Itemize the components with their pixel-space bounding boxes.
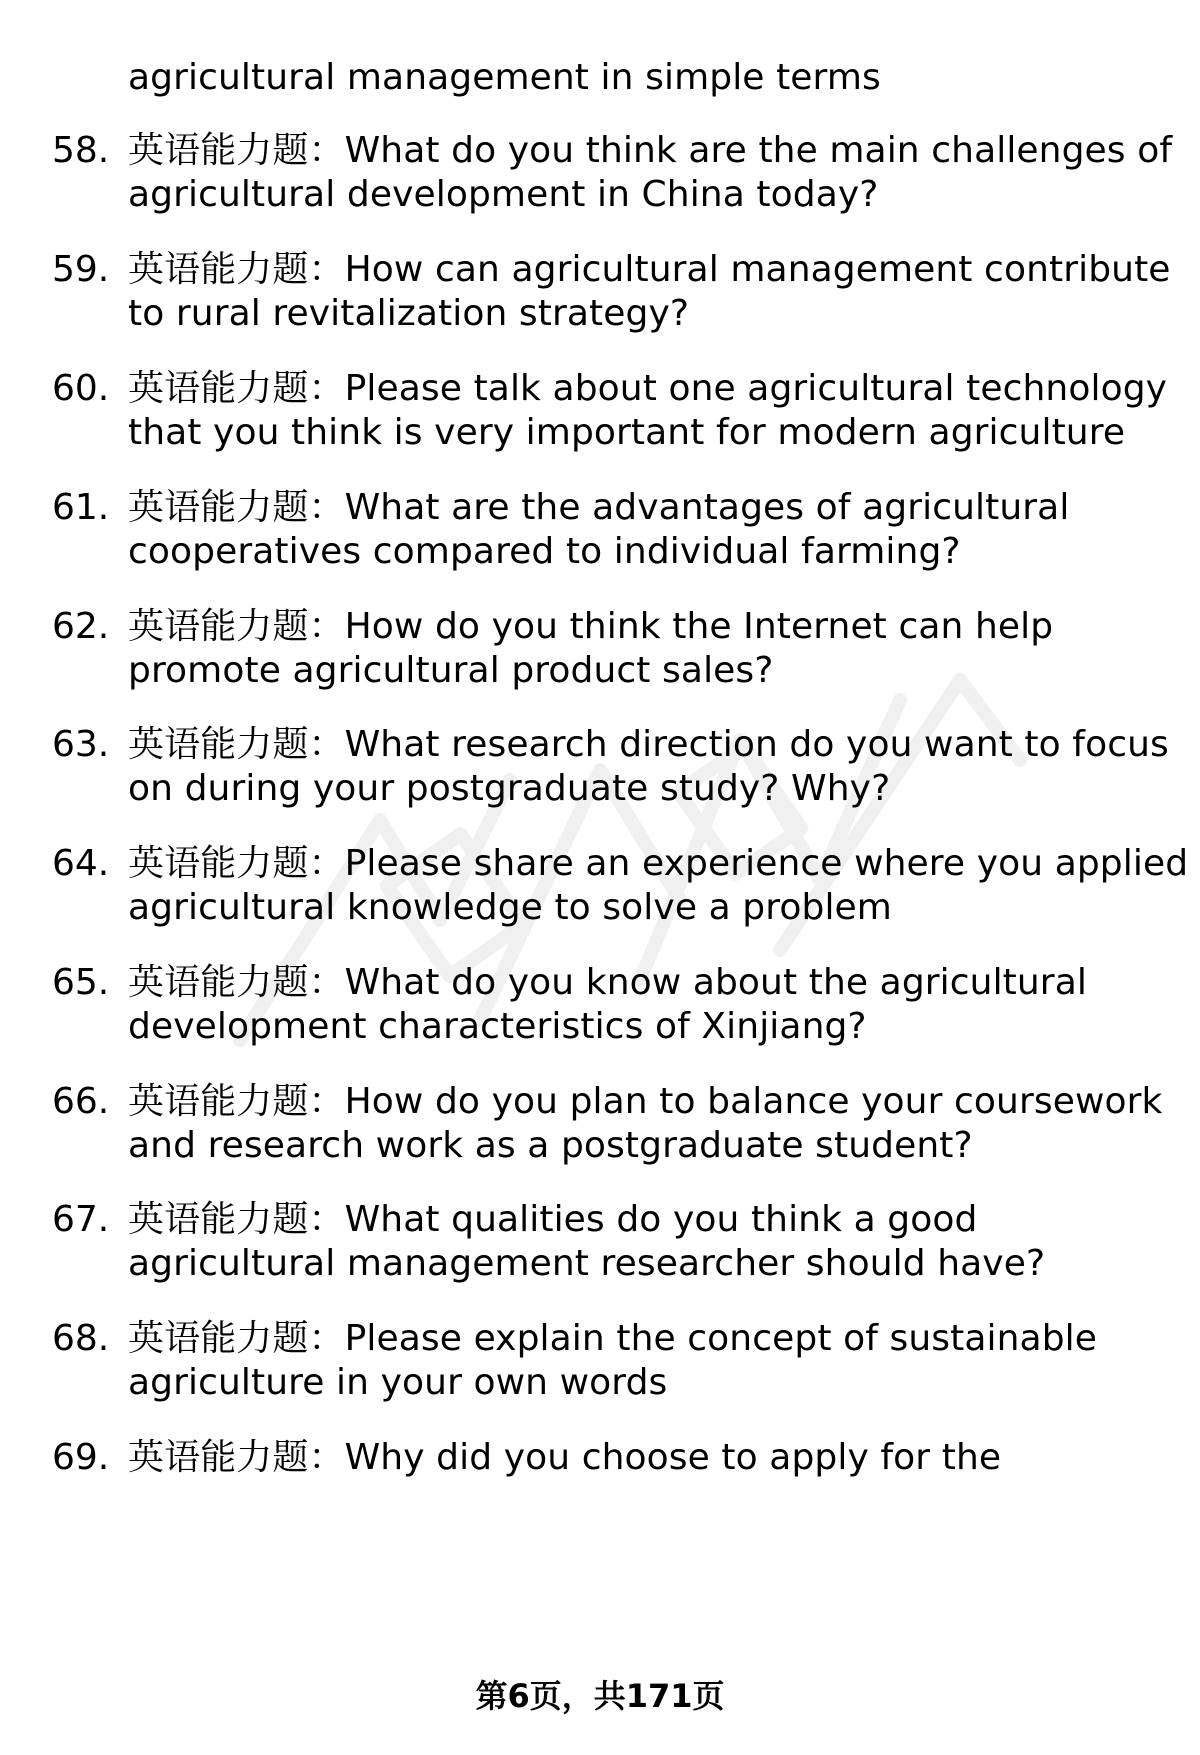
question-line-2: agriculture in your own words (128, 1362, 668, 1403)
item-number: 61. (52, 487, 110, 528)
question-line-1: 英语能力题：What qualities do you think a good (128, 1199, 978, 1240)
question-line-1: 英语能力题：Please share an experience where you applied (128, 843, 1189, 884)
item-number: 65. (52, 962, 110, 1003)
question-line-1: 英语能力题：What are the advantages of agricultural (128, 487, 1070, 528)
question-line-2: agricultural knowledge to solve a problem (128, 887, 892, 928)
question-line-1: 英语能力题：How can agricultural management contribute (128, 249, 1171, 290)
page-footer: 第6页，共171页 (475, 1677, 725, 1715)
question-line-2: agricultural development in China today? (128, 174, 879, 215)
question-line-1: 英语能力题：How do you think the Internet can help (128, 606, 1054, 647)
item-number: 69. (52, 1437, 110, 1478)
question-line-2: development characteristics of Xinjiang? (128, 1006, 867, 1047)
question-line-1: 英语能力题：What do you think are the main challenges of (128, 130, 1173, 171)
question-line-2: and research work as a postgraduate student? (128, 1125, 973, 1166)
question-line-2: agricultural management researcher should have? (128, 1243, 1046, 1284)
question-line-1: 英语能力题：What do you know about the agricultural (128, 962, 1087, 1003)
item-number: 60. (52, 368, 110, 409)
question-line-2: on during your postgraduate study? Why? (128, 768, 891, 809)
question-line-2: that you think is very important for modern agriculture (128, 412, 1126, 453)
question-line-1: 英语能力题：What research direction do you want to focus (128, 724, 1169, 765)
question-line-1: 英语能力题：Please explain the concept of sustainable (128, 1318, 1098, 1359)
item-number: 59. (52, 249, 110, 290)
item-number: 64. (52, 843, 110, 884)
item-number: 67. (52, 1199, 110, 1240)
item-number: 58. (52, 130, 110, 171)
question-line-1: 英语能力题：Please talk about one agricultural technology (128, 368, 1168, 409)
item-number: 63. (52, 724, 110, 765)
question-line-2: cooperatives compared to individual farming? (128, 531, 961, 572)
item-number: 66. (52, 1081, 110, 1122)
question-line-1: 英语能力题：Why did you choose to apply for the (128, 1437, 1002, 1478)
item-number: 68. (52, 1318, 110, 1359)
question-line-2: promote agricultural product sales? (128, 650, 774, 691)
question-line-1: 英语能力题：How do you plan to balance your coursework (128, 1081, 1163, 1122)
question-line-2: to rural revitalization strategy? (128, 293, 690, 334)
continuation-line: agricultural management in simple terms (128, 57, 881, 98)
item-number: 62. (52, 606, 110, 647)
